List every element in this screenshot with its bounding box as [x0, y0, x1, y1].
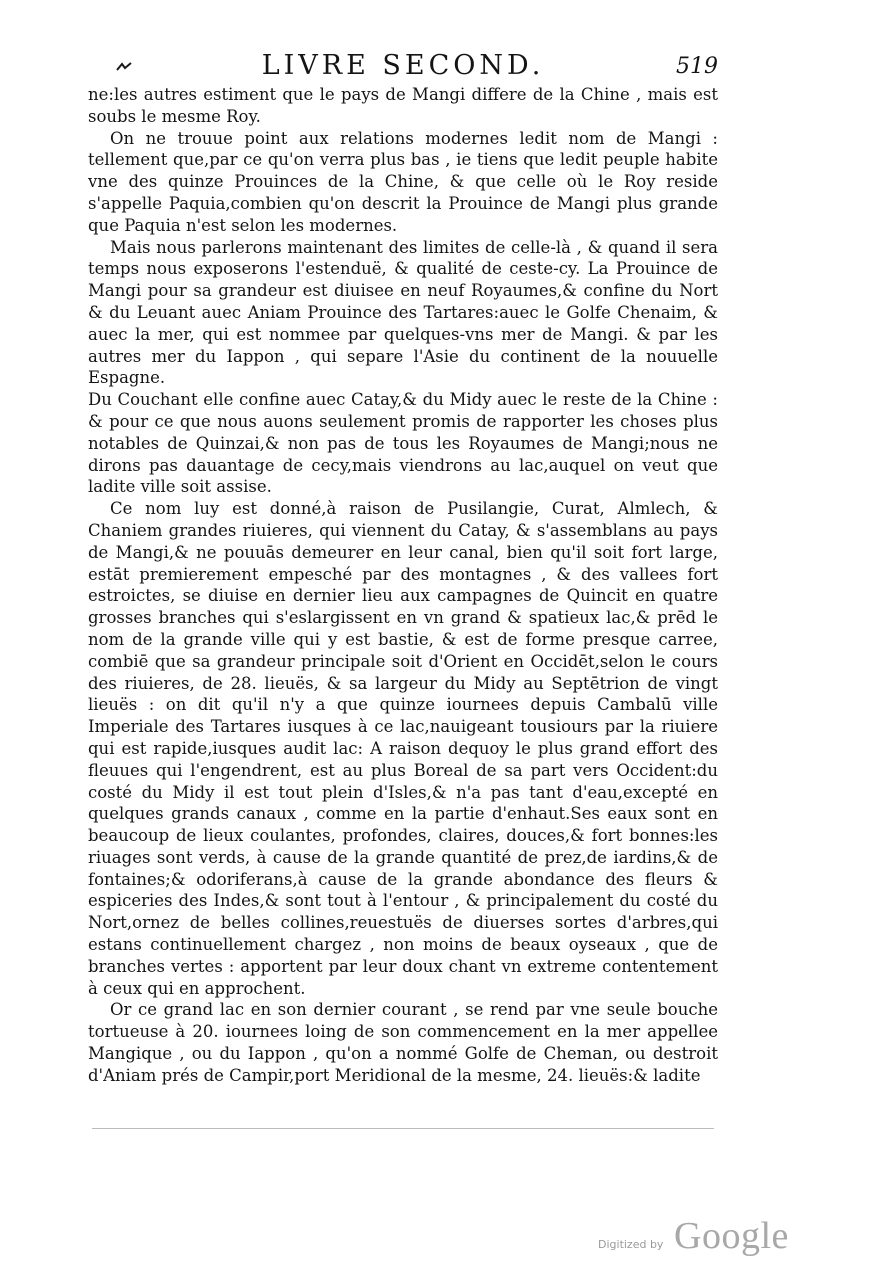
page-number: 519 [676, 54, 718, 79]
running-head [88, 50, 718, 84]
watermark-prefix: Digitized by [598, 1238, 664, 1251]
paragraph-6: Or ce grand lac en son dernier courant , se rend par vne seule bouche tortueuse à 20. iournees loing de son commencement en la mer appellee Mangique , ou du Iappon , qu'on a nommé Golfe de Cheman, ou destroit d'Aniam prés de Campir,port Meridional de la mesme, 24. lieuës:& ladite [88, 1000, 718, 1085]
paragraph-3: Mais nous parlerons maintenant des limites de celle-là , & quand il sera temps nous exposerons l'estenduë, & qualité de ceste-cy. La Prouince de Mangi pour sa grandeur est diuisee en neuf Royaumes,& confine du Nort & du Leuant auec Aniam Prouince des Tartares:auec le Golfe Chenaim, & auec la mer, qui est nommee par quelques-vns mer de Mangi. & par les autres mer du Iappon , qui separe l'Asie du continent de la nouuelle Espagne. [88, 237, 718, 388]
paragraph-1: ne:les autres estiment que le pays de Mangi differe de la Chine , mais est soubs le mesme Roy. [88, 85, 718, 126]
paragraph-4: Du Couchant elle confine auec Catay,& du Midy auec le reste de la Chine : & pour ce que nous auons seulement promis de rapporter les choses plus notables de Quinzai,& non pas de tous les Royaumes de Mangi;nous ne dirons pas dauantage de cecy,mais viendrons au lac,auquel on veut que ladite ville soit assise. [88, 390, 718, 497]
body-text [88, 84, 718, 1087]
bleed-through-line [92, 1128, 714, 1129]
paragraph-2: On ne trouue point aux relations modernes ledit nom de Mangi : tellement que,par ce qu'on verra plus bas , ie tiens que ledit peuple habite vne des quinze Prouinces de la Chine, & que celle où le Roy reside s'appelle Paquia,combien qu'on descrit la Prouince de Mangi plus grande que Paquia n'est selon les modernes. [88, 128, 718, 235]
paragraph-5: Ce nom luy est donné,à raison de Pusilangie, Curat, Almlech, & Chaniem grandes riuieres, qui viennent du Catay, & s'assemblans au pays de Mangi,& ne pouuās demeurer en leur canal, bien qu'il soit fort large, estāt premierement empesché par des montagnes , & des vallees fort estroictes, se diuise en dernier lieu aux campagnes de Quincit en quatre grosses branches qui s'eslargissent en vn grand & spatieux lac,& prēd le nom de la grande ville qui y est bastie, & est de forme presque carree, combiē que sa grandeur principale soit d'Orient en Occidēt,selon le cours des riuieres, de 28. lieuës, & sa largeur du Midy au Septētrion de vingt lieuës : on dit qu'il n'y a que quinze iournees depuis Cambalū ville Imperiale des Tartares iusques à ce lac,nauigeant tousiours par la riuiere qui est rapide,iusques audit lac: A raison dequoy le plus grand effort des fleuues qui l'engendrent, est au plus Boreal de sa part vers Occident:du costé du Midy il est tout plein d'Isles,& n'a pas tant d'eau,excepté en quelques grands canaux , comme en la partie d'enhaut.Ses eaux sont en beaucoup de lieux coulantes, profondes, claires, douces,& fort bonnes:les riuages sont verds, à cause de la grande quantité de prez,de iardins,& de fontaines;& odoriferans,à cause de la grande abondance des fleurs & espiceries des Indes,& sont tout à l'entour , & principalement du costé du Nort,ornez de belles collines,reuestuës de diuerses sortes d'arbres,qui estans continuellement chargez , non moins de beaux oyseaux , que de branches vertes : apportent par leur doux chant vn extreme contentement à ceux qui en approchent. [88, 499, 718, 998]
google-logo: Google [674, 1215, 789, 1257]
digitization-watermark [598, 1214, 798, 1260]
page-title: LIVRE SECOND. [261, 50, 545, 81]
